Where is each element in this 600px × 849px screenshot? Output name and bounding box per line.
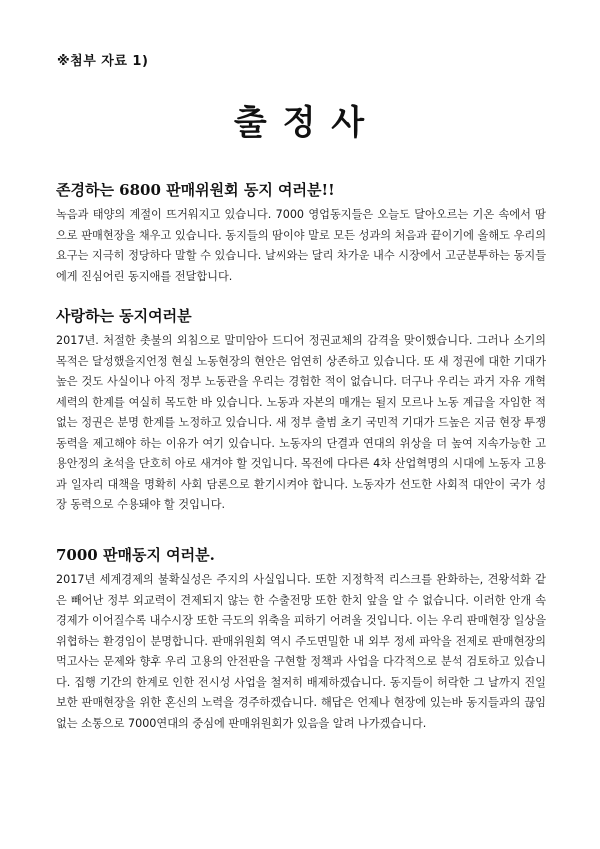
section-heading: 7000 판매동지 여러분. bbox=[56, 546, 215, 564]
section-heading: 존경하는 6800 판매위원회 동지 여러분!! bbox=[56, 181, 335, 199]
section-body: 녹음과 태양의 계절이 뜨거워지고 있습니다. 7000 영업동지들은 오늘도 달아오르는 기온 속에서 땀으로 판매현장을 채우고 있습니다. 동지들의 땀이야 말로 모든 성과의 처음과 끝이기에 올해도 우리의 요구는 지극히 정당하다 말할 수 있습니다. 날씨와는 달리 차가운 내수 시장에서 고군분투하는 동지들에게 진심어린 동지애를 전달합니다. bbox=[56, 208, 546, 283]
section-body: 2017년. 처절한 촛불의 외침으로 말미암아 드디어 정권교체의 감격을 맞이했습니다. 그러나 소기의 목적은 달성했을지언정 현실 노동현장의 현안은 엄연히 상존하고 있습니다. 또 새 정권에 대한 기대가 높은 것도 사실이나 아직 정부 노동관을 우리는 경험한 적이 없습니다. 더구나 우리는 과거 자유 개혁 세력의 한계를 여실히 목도한 바 있습니다. 노동과 자본의 매개는 될지 모르나 노동 계급을 자임한 적 없는 정권은 분명 한계를 노정하고 있습니다. 새 정부 출범 초기 국민적 기대가 드높은 지금 현장 투쟁 동력을 제고해야 하는 이유가 여기 있습니다. 노동자의 단결과 연대의 위상을 더 높여 지속가능한 고용안정의 초석을 단호히 아로 새겨야 할 것입니다. 목전에 다다른 4차 산업혁명의 시대에 노동자 고용과 일자리 대책을 명확히 사회 담론으로 환기시켜야 합니다. 노동자가 선도한 사회적 대안이 국가 성장 동력으로 수용돼야 할 것입니다. bbox=[56, 334, 546, 511]
section-beloved-comrades bbox=[56, 307, 546, 516]
section-body: 2017년 세계경제의 불확실성은 주지의 사실입니다. 또한 지정학적 리스크를 완화하는, 견왕석화 같은 빼어난 정부 외교력이 견제되지 않는 한 수출전망 또한 한치 앞을 알 수 없습니다. 이러한 안개 속 경제가 이어질수록 내수시장 또한 극도의 위축을 피하기 어려울 것입니다. 이는 우리 판매현장 일상을 위협하는 환경임이 분명합니다. 판매위원회 역시 주도면밀한 내 외부 정세 파악을 전제로 판매현장의 먹고사는 문제와 향후 우리 고용의 안전판을 구현할 정책과 사업을 다각적으로 분석 검토하고 있습니다. 집행 기간의 한계로 인한 전시성 사업을 철저히 배제하겠습니다. 동지들이 허락한 그 날까지 진일보한 판매현장을 위한 혼신의 노력을 경주하겠습니다. 해답은 언제나 현장에 있는바 동지들과의 끊임없는 소통으로 7000연대의 중심에 판매위원회가 있음을 알려 나가겠습니다. bbox=[56, 573, 546, 730]
section-respected-members bbox=[56, 181, 546, 287]
attachment-label: ※첨부 자료 1) bbox=[57, 54, 149, 69]
document-title: 출 정 사 bbox=[233, 103, 367, 143]
section-sales-comrades bbox=[56, 546, 546, 734]
section-heading: 사랑하는 동지여러분 bbox=[56, 307, 192, 325]
